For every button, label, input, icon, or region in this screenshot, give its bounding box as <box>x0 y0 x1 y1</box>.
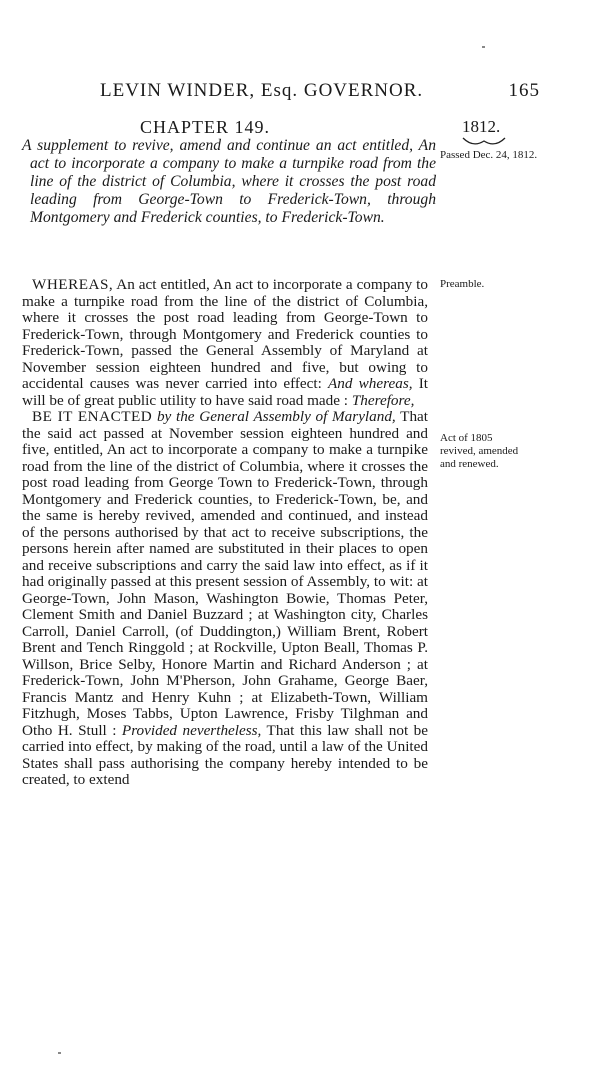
provided-text: That this law shall not be carried into effect, by making of the road, until a law of the United States shall pass authorising the company hereby intended to be created, to extend <box>22 721 429 788</box>
chapter-heading: CHAPTER 149. <box>140 117 271 137</box>
therefore: Therefore, <box>351 391 415 409</box>
whereas-lead: WHEREAS, <box>32 276 114 293</box>
preamble-paragraph <box>22 277 428 409</box>
whereas-tail: It will be of great public utility to have said road made : <box>22 375 428 409</box>
year-label: 1812. <box>462 117 501 136</box>
enacted-text: That the said act passed at November session eighteen hundred and five, entitled, An act to incorporate a company to make a turnpike road from the line of the district of Columbia, where it crosses the post road leading from George Town to Frederick-Town, through Montgomery and Frederick counties, to Frederick-Town, be, and the same is hereby revived, amended and continued, and instead of the persons authorised by that act to receive subscriptions, the persons herein after named are substituted in their places to open and receive subscriptions and carry the said law into effect, as if it had originally passed at this present session of Assembly, to wit: at George-Town, John Mason, Washington Bowie, Thomas Peter, Clement Smith and Daniel Buzzard ; at Washington city, Charles Carroll, Daniel Carroll, (of Duddington,) William Brent, Robert Brent and Tench Ringgold ; at Rockville, Upton Beall, Thomas P. Willson, Brice Selby, Honore Martin and Richard Anderson ; at Frederick-Town, John M'Pherson, John Grahame, George Baer, Francis Mantz and Henry Kuhn ; at Elizabeth-Town, William Fitzhugh, Moses Tabbs, Upton Lawrence, Frisby Tilghman and Otho H. Stull : <box>22 408 428 739</box>
header-title: LEVIN WINDER, Esq. GOVERNOR. <box>100 80 424 101</box>
chapter-title: A supplement to revive, amend and continue an act entitled, An act to incorporate a company to make a turnpike road from the line of the district of Columbia, where it crosses the post road leading from George-Town to Frederick-Town, through Montgomery and Frederick counties, to Frederick-Town. <box>22 137 436 226</box>
enacting-paragraph <box>22 409 428 789</box>
page-number: 165 <box>508 80 540 101</box>
enacted-lead: BE IT ENACTED <box>32 408 153 425</box>
paper-speck <box>58 1052 61 1054</box>
margin-note-act-1805: Act of 1805 revived, amended and renewed. <box>440 432 519 470</box>
margin-note-passed: Passed Dec. 24, 1812. <box>440 149 538 161</box>
act-body <box>22 277 428 789</box>
enacted-by: by the General Assembly of Maryland, <box>152 408 396 425</box>
margin-note-preamble: Preamble. <box>440 278 485 290</box>
paper-speck <box>482 46 485 48</box>
running-header <box>100 80 540 102</box>
whereas-text: An act entitled, An act to incorporate a company to make a turnpike road from the line of the district of Columbia, where it crosses the post road leading from George-Town to Frederick-Town, through Montgomery and Frederick counties to Frederick-Town, passed the General Assembly of Maryland at November session eighteen hundred and five, but owing to accidental causes was never carried into effect: <box>22 276 428 392</box>
provided: Provided nevertheless, <box>121 721 262 739</box>
brace-ornament <box>462 136 506 148</box>
and-whereas: And whereas, <box>328 375 413 392</box>
